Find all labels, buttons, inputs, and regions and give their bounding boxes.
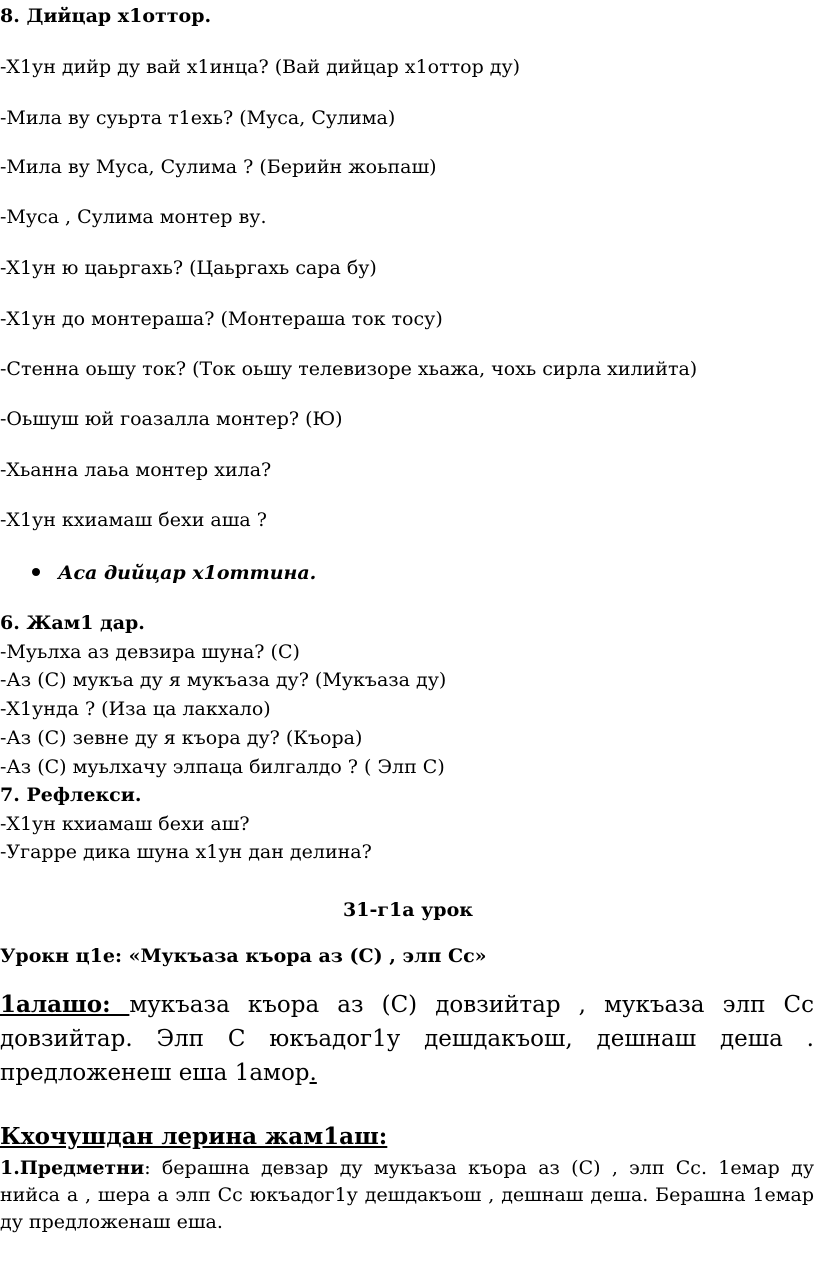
bullet-dot-icon <box>32 568 40 576</box>
question-line-4: -Муса , Сулима монтер ву. <box>0 206 267 228</box>
question-line-5: -Х1ун ю цаьргахь? (Цаьргахь сара бу) <box>0 257 377 279</box>
results-heading: Кхочушдан лерина жам1аш: <box>0 1123 388 1150</box>
bullet-item <box>32 561 316 585</box>
section-8-heading: 8. Дийцар х1оттор. <box>0 5 212 27</box>
goal-text: мукъаза къора аз (С) довзийтар , мукъаза элп Сс довзийтар. Элп С юкъадог1у дешдакъош, дешнаш деша . предложенеш еша 1амор <box>0 992 814 1086</box>
lesson-title: 31-г1а урок <box>343 899 473 921</box>
question-line-7: -Стенна оьшу ток? (Ток оьшу телевизоре хьажа, чохь сирла хилийта) <box>0 358 698 380</box>
subject-label: 1.Предметни <box>0 1157 145 1179</box>
section-7-heading: 7. Рефлекси. <box>0 784 142 806</box>
summary-line-2: -Аз (С) мукъа ду я мукъаза ду? (Мукъаза ду) <box>0 669 447 691</box>
goal-label: 1алашо: <box>0 991 130 1018</box>
reflection-line-2: -Угарре дика шуна х1ун дан делина? <box>0 841 372 863</box>
lesson-goal <box>0 988 814 1090</box>
question-line-2: -Мила ву суьрта т1ехь? (Муса, Сулима) <box>0 107 396 129</box>
summary-line-1: -Муьлха аз девзира шуна? (С) <box>0 641 300 663</box>
goal-end: . <box>309 1060 317 1086</box>
bullet-text: Аса дийцар х1оттина. <box>58 562 317 584</box>
question-line-10: -Х1ун кхиамаш бехи аша ? <box>0 509 267 531</box>
summary-line-3: -Х1унда ? (Иза ца лакхало) <box>0 698 271 720</box>
section-6-heading: 6. Жам1 дар. <box>0 612 145 634</box>
question-line-9: -Хьанна лаьа монтер хила? <box>0 459 272 481</box>
question-line-3: -Мила ву Муса, Сулима ? (Берийн жоьпаш) <box>0 156 437 178</box>
summary-line-4: -Аз (С) зевне ду я къора ду? (Къора) <box>0 727 363 749</box>
question-line-6: -Х1ун до монтераша? (Монтераша ток тосу) <box>0 308 443 330</box>
subject-results <box>0 1155 814 1236</box>
subject-text: : берашна девзар ду мукъаза къора аз (С) , элп Сс. 1емар ду нийса а , шера а элп Сс юкъадог1у дешдакъош , дешнаш деша. Берашна 1емар ду предложенаш еша. <box>0 1157 814 1233</box>
question-line-1: -Х1ун дийр ду вай х1инца? (Вай дийцар х1оттор ду) <box>0 56 521 78</box>
summary-line-5: -Аз (С) муьлхачу элпаца билгалдо ? ( Элп С) <box>0 756 445 778</box>
question-line-8: -Оьшуш юй гоазалла монтер? (Ю) <box>0 408 343 430</box>
reflection-line-1: -Х1ун кхиамаш бехи аш? <box>0 813 250 835</box>
lesson-topic: Урокн ц1е: «Мукъаза къора аз (С) , элп Сс» <box>0 945 487 967</box>
